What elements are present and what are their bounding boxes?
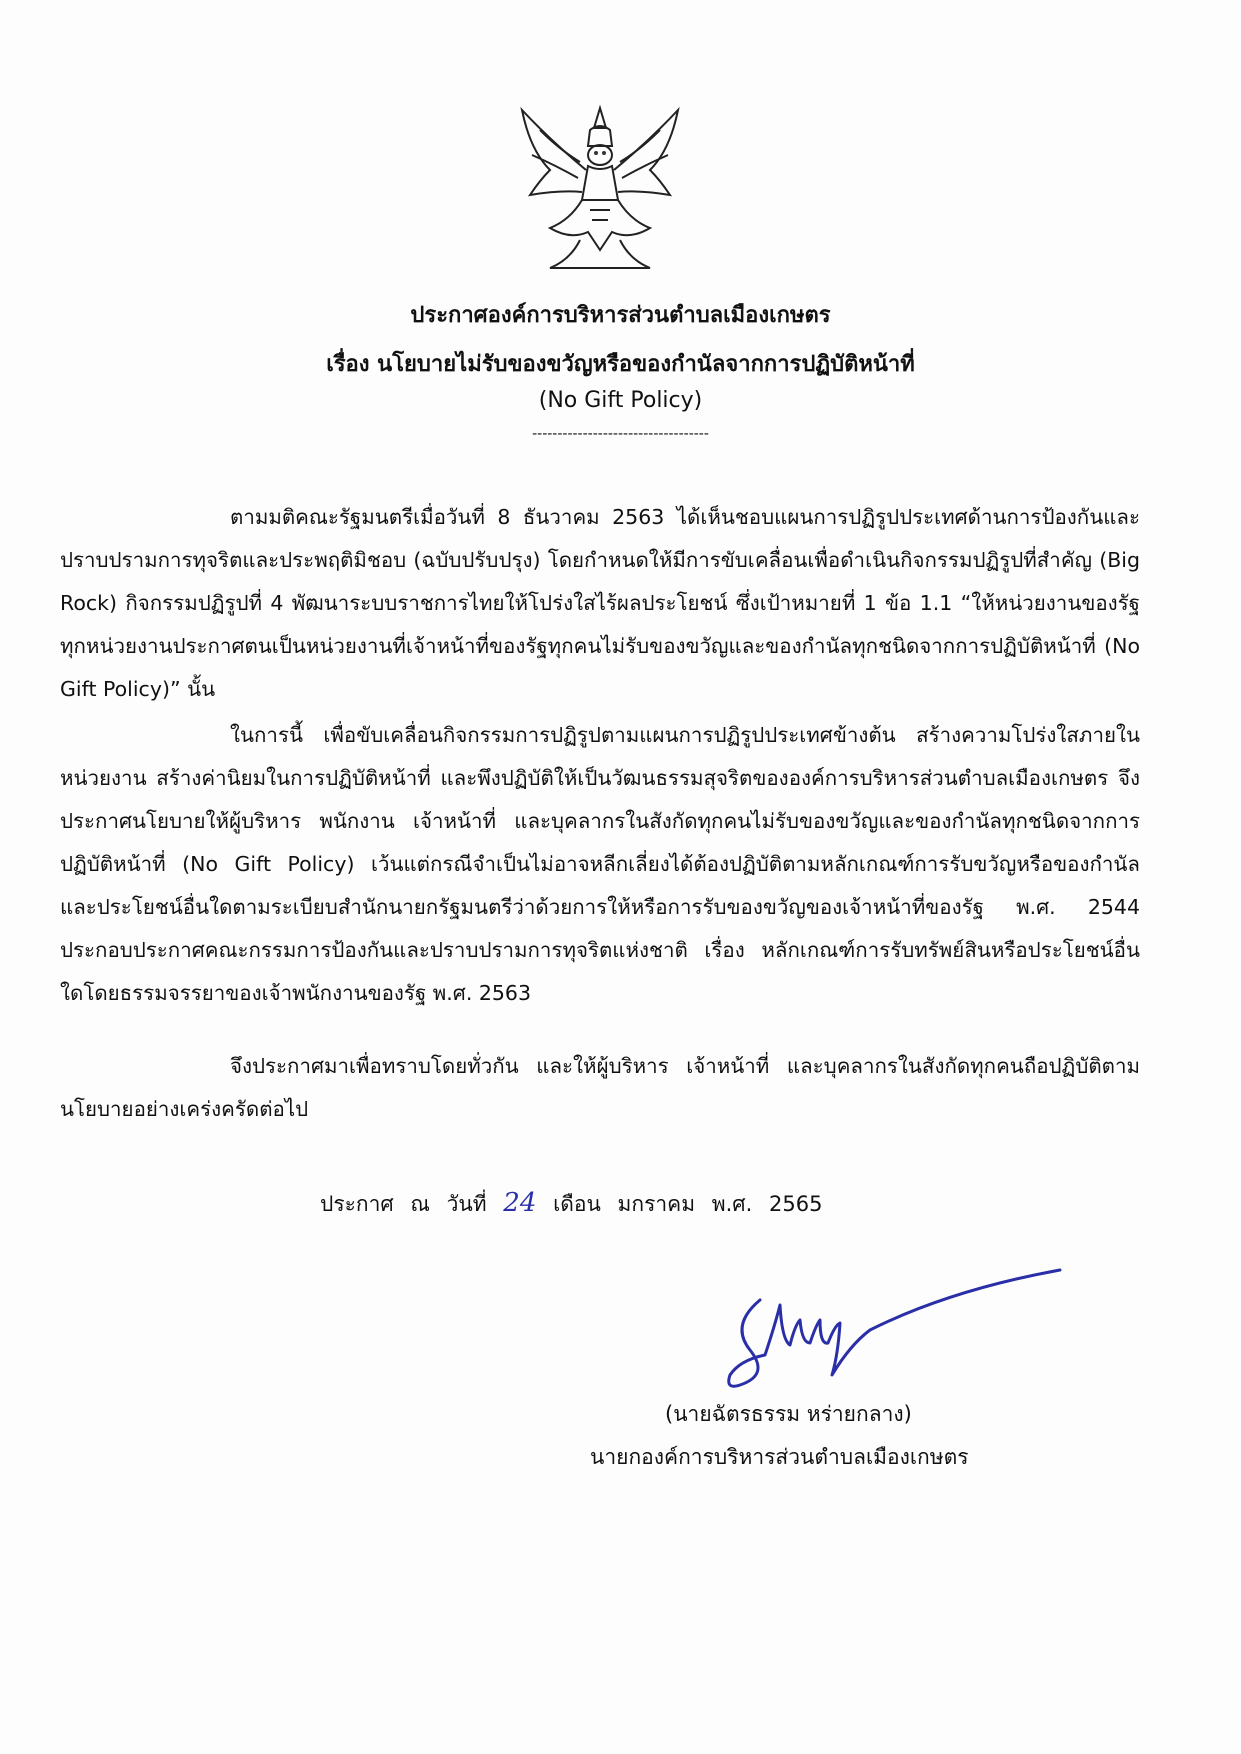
policy-name: (No Gift Policy) bbox=[538, 388, 703, 413]
title-divider: ----------------------------------- bbox=[532, 426, 709, 442]
date-year-label: พ.ศ. bbox=[711, 1192, 753, 1216]
date-prefix: ประกาศ bbox=[320, 1192, 394, 1216]
date-month-label: เดือน bbox=[553, 1192, 601, 1216]
body-paragraph-3 bbox=[60, 1045, 1140, 1131]
paragraph-2-text: ในการนี้ เพื่อขับเคลื่อนกิจกรรมการปฏิรูปตามแผนการปฏิรูปประเทศข้างต้น สร้างความโปร่งใสภายในหน่วยงาน สร้างค่านิยมในการปฏิบัติหน้าที่ และพึงปฏิบัติให้เป็นวัฒนธรรมสุจริตขององค์การบริหารส่วนตำบลเมืองเกษตร จึงประกาศนโยบายให้ผู้บริหาร พนักงาน เจ้าหน้าที่ และบุคลากรในสังกัดทุกคนไม่รับของขวัญและของกำนัลทุกชนิดจากการปฏิบัติหน้าที่ (No Gift Policy) เว้นแต่กรณีจำเป็นไม่อาจหลีกเลี่ยงได้ต้องปฏิบัติตามหลักเกณฑ์การรับขวัญหรือของกำนัล และประโยชน์อื่นใดตามระเบียบสำนักนายกรัฐมนตรีว่าด้วยการให้หรือการรับของขวัญของเจ้าหน้าที่ของรัฐ พ.ศ. 2544 ประกอบประกาศคณะกรรมการป้องกันและปราบปรามการทุจริตแห่งชาติ เรื่อง หลักเกณฑ์การรับทรัพย์สินหรือประโยชน์อื่นใดโดยธรรมจรรยาของเจ้าพนักงานของรัฐ พ.ศ. 2563 bbox=[60, 723, 1140, 1005]
signatory-position: นายกองค์การบริหารส่วนตำบลเมืองเกษตร bbox=[590, 1445, 969, 1469]
garuda-emblem-icon bbox=[510, 100, 690, 275]
body-paragraph-2 bbox=[60, 714, 1140, 1015]
date-day: 24 bbox=[503, 1188, 537, 1218]
announcement-title: ประกาศองค์การบริหารส่วนตำบลเมืองเกษตร bbox=[410, 303, 831, 328]
announcement-date bbox=[320, 1188, 832, 1221]
body-paragraph-1 bbox=[60, 496, 1140, 711]
paragraph-1-text: ตามมติคณะรัฐมนตรีเมื่อวันที่ 8 ธันวาคม 2563 ได้เห็นชอบแผนการปฏิรูปประเทศด้านการป้องกันและปราบปรามการทุจริตและประพฤติมิชอบ (ฉบับปรับปรุง) โดยกำหนดให้มีการขับเคลื่อนเพื่อดำเนินกิจกรรมปฏิรูปที่สำคัญ (Big Rock) กิจกรรมปฏิรูปที่ 4 พัฒนาระบบราชการไทยให้โปร่งใสไร้ผลประโยชน์ ซึ่งเป้าหมายที่ 1 ข้อ 1.1 “ให้หน่วยงานของรัฐทุกหน่วยงานประกาศตนเป็นหน่วยงานที่เจ้าหน้าที่ของรัฐทุกคนไม่รับของขวัญและของกำนัลทุกชนิดจากการปฏิบัติหน้าที่ (No Gift Policy)” นั้น bbox=[60, 505, 1140, 701]
paragraph-3-text: จึงประกาศมาเพื่อทราบโดยทั่วกัน และให้ผู้บริหาร เจ้าหน้าที่ และบุคลากรในสังกัดทุกคนถือปฏิบัติตามนโยบายอย่างเคร่งครัดต่อไป bbox=[60, 1054, 1140, 1121]
announcement-subject: เรื่อง นโยบายไม่รับของขวัญหรือของกำนัลจากการปฏิบัติหน้าที่ bbox=[326, 352, 915, 377]
signatory-name: (นายฉัตรธรรม หร่ายกลาง) bbox=[665, 1402, 912, 1426]
date-day-label: วันที่ bbox=[446, 1192, 487, 1216]
handwritten-signature bbox=[720, 1265, 1080, 1400]
date-at: ณ bbox=[410, 1192, 430, 1216]
date-month: มกราคม bbox=[617, 1192, 696, 1216]
date-year: 2565 bbox=[768, 1192, 823, 1216]
